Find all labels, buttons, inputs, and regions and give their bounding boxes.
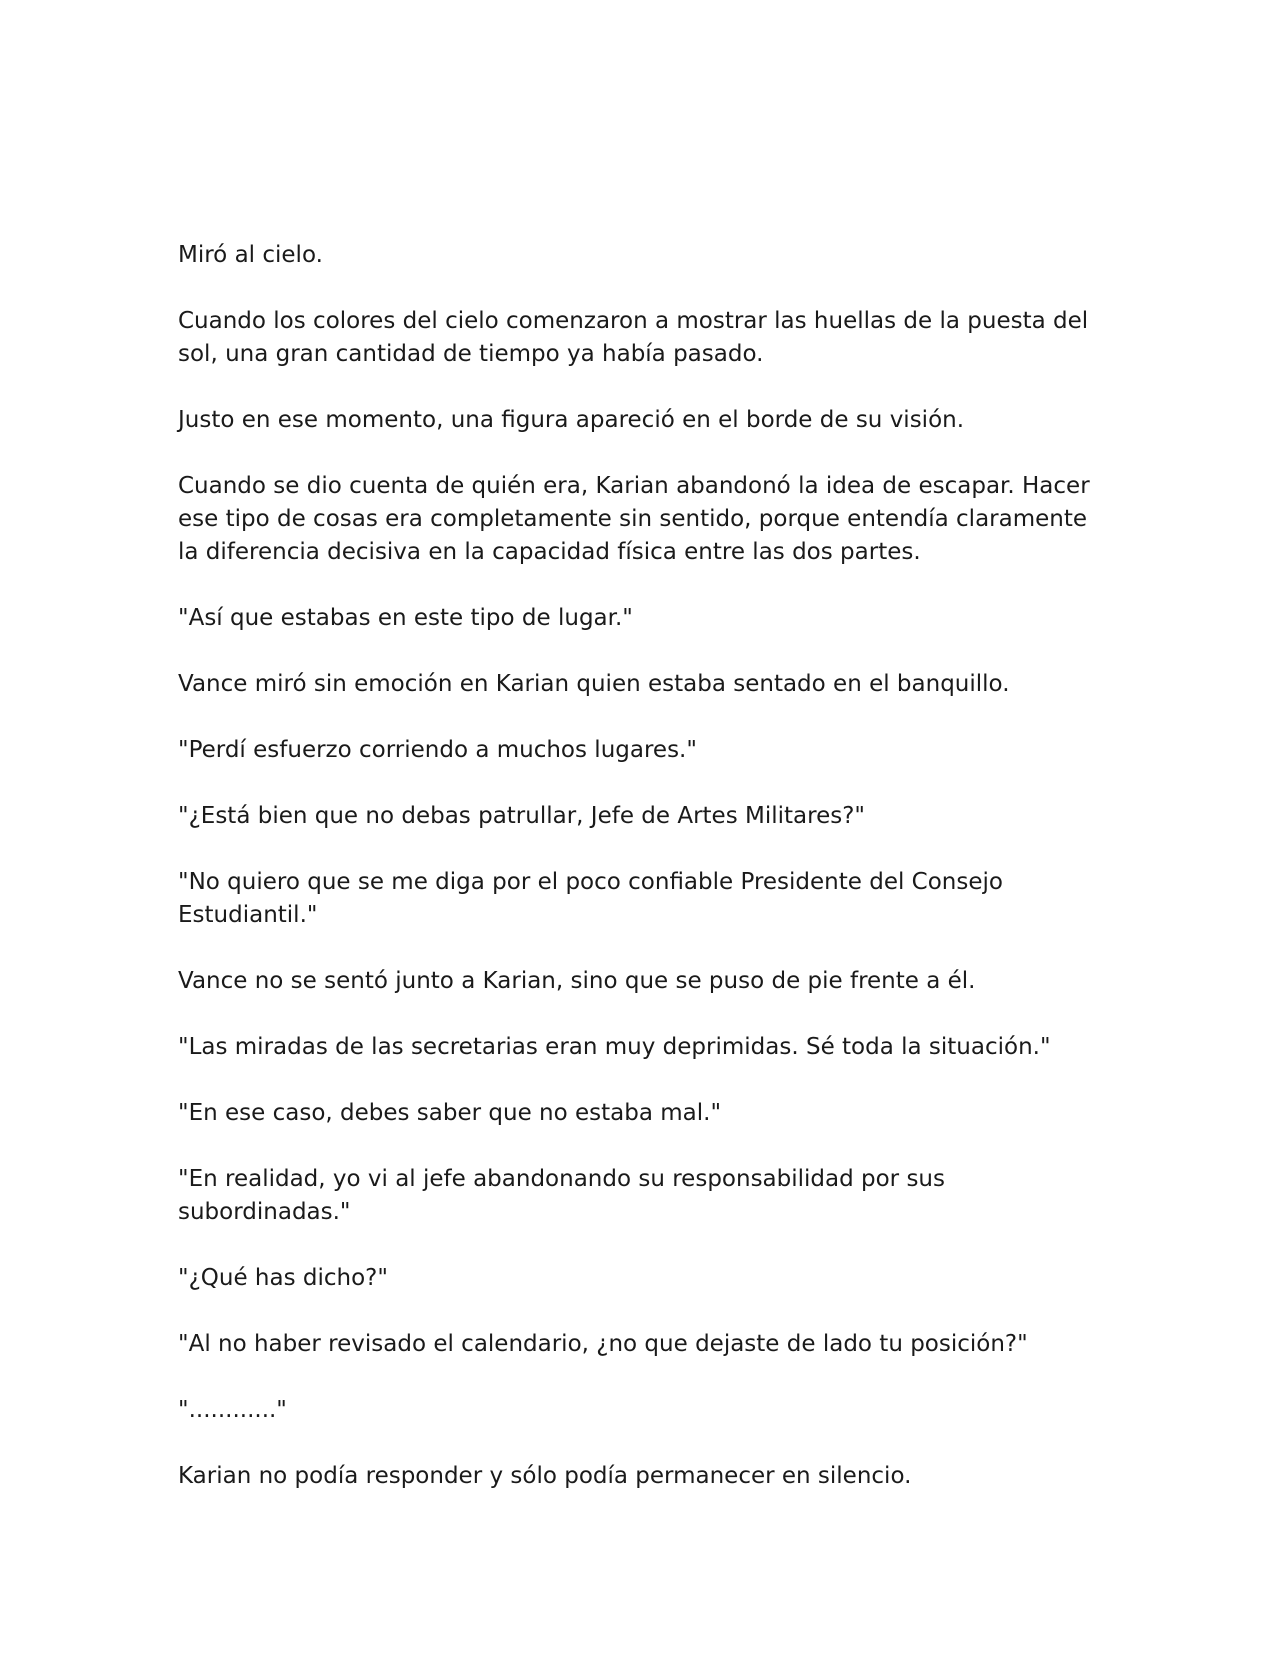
- paragraph: Miró al cielo.: [178, 242, 323, 268]
- paragraph: "............": [178, 1397, 287, 1423]
- paragraph: Cuando los colores del cielo comenzaron a mostrar las huellas de la puesta del sol, una gran cantidad de tiempo ya había pasado.: [178, 308, 1089, 367]
- paragraph: "Las miradas de las secretarias eran muy deprimidas. Sé toda la situación.": [178, 1034, 1051, 1060]
- paragraph: "¿Qué has dicho?": [178, 1265, 388, 1291]
- paragraph: "No quiero que se me diga por el poco confiable Presidente del Consejo Estudiantil.": [178, 869, 1003, 928]
- paragraph: Justo en ese momento, una figura apareció en el borde de su visión.: [178, 407, 965, 433]
- paragraph: Vance miró sin emoción en Karian quien estaba sentado en el banquillo.: [178, 671, 1010, 697]
- paragraph: "¿Está bien que no debas patrullar, Jefe de Artes Militares?": [178, 803, 865, 829]
- paragraph: "En ese caso, debes saber que no estaba mal.": [178, 1100, 722, 1126]
- paragraph: "Al no haber revisado el calendario, ¿no que dejaste de lado tu posición?": [178, 1331, 1028, 1357]
- paragraph: "Perdí esfuerzo corriendo a muchos lugares.": [178, 737, 697, 763]
- paragraph: Cuando se dio cuenta de quién era, Karian abandonó la idea de escapar. Hacer ese tipo de cosas era completamente sin sentido, porque entendía claramente la diferencia decisiva en la capacidad física entre las dos partes.: [178, 473, 1090, 565]
- paragraph: Vance no se sentó junto a Karian, sino que se puso de pie frente a él.: [178, 968, 976, 994]
- document-body: [178, 239, 1098, 1526]
- paragraph: "Así que estabas en este tipo de lugar.": [178, 605, 633, 631]
- paragraph: "En realidad, yo vi al jefe abandonando su responsabilidad por sus subordinadas.": [178, 1166, 945, 1225]
- paragraph: Karian no podía responder y sólo podía permanecer en silencio.: [178, 1463, 912, 1489]
